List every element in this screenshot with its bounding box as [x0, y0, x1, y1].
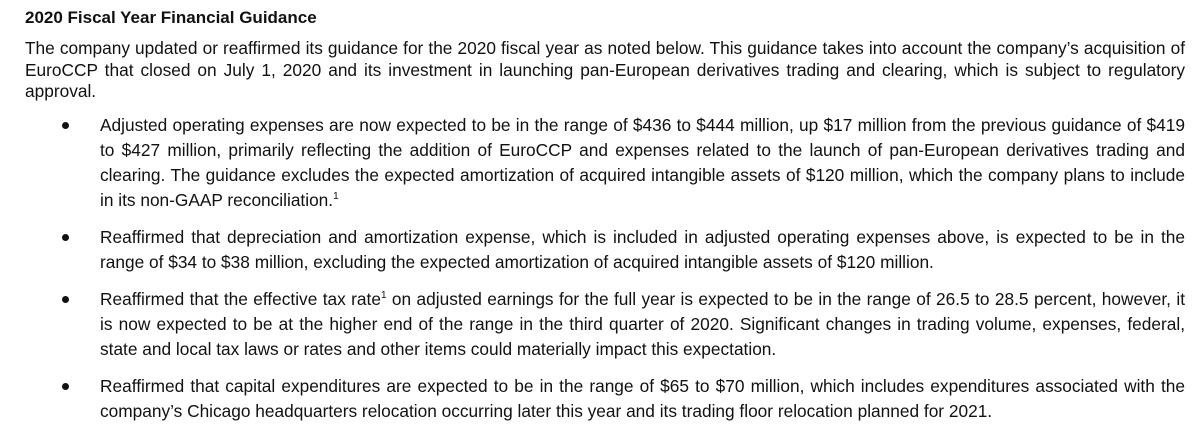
guidance-list: [25, 113, 1185, 424]
guidance-text-main: Adjusted operating expenses are now expected to be in the range of $436 to $444 million, up $17 million from the previous guidance of $419 to $427 million, primarily reflecting the addition of EuroCCP and expenses related to the launch of pan-European derivatives trading and clearing. The guidance excludes the expected amortization of acquired intangible assets of $120 million, which the company plans to include in its non-GAAP reconciliation.: [100, 114, 1185, 210]
guidance-item-text: [100, 287, 1185, 362]
guidance-text-main: Reaffirmed that depreciation and amortization expense, which is included in adjusted operating expenses above, is expected to be in the range of $34 to $38 million, excluding the expected amortization of acquired intangible assets of $120 million.: [100, 226, 1185, 272]
guidance-item-tax-rate: [25, 287, 1185, 362]
guidance-item-depreciation: [25, 225, 1185, 275]
guidance-document: [25, 6, 1185, 436]
bullet-icon: [62, 383, 69, 390]
bullet-icon: [62, 234, 69, 241]
bullet-icon: [62, 122, 69, 129]
guidance-text-main: Reaffirmed that the effective tax rate: [100, 288, 381, 309]
section-heading: 2020 Fiscal Year Financial Guidance: [25, 8, 317, 27]
guidance-item-text: [100, 113, 1185, 213]
guidance-text-continued: on adjusted earnings for the full year is expected to be in the range of 26.5 to 28.5 percent, however, it is now expected to be at the higher end of the range in the third quarter of 2020. Significant changes in trading volume, expenses, federal, state and local tax laws or rates and other items could materially impact this expectation.: [100, 288, 1186, 359]
footnote-marker: 1: [333, 190, 339, 202]
guidance-item-operating-expenses: [25, 113, 1185, 213]
intro-paragraph: The company updated or reaffirmed its guidance for the 2020 fiscal year as noted below. This guidance takes into account the company’s acquisition of EuroCCP that closed on July 1, 2020 and its investment in launching pan-European derivatives trading and clearing, which is subject to regulatory approval.: [25, 38, 1185, 101]
guidance-item-text: [100, 225, 1185, 275]
footnote-marker: 1: [380, 289, 387, 301]
bullet-icon: [62, 296, 69, 303]
guidance-item-capital-expenditures: [25, 374, 1185, 424]
guidance-text-main: Reaffirmed that capital expenditures are expected to be in the range of $65 to $70 million, which includes expenditures associated with the company’s Chicago headquarters relocation occurring later this year and its trading floor relocation planned for 2021.: [100, 375, 1185, 421]
guidance-item-text: [100, 374, 1185, 424]
